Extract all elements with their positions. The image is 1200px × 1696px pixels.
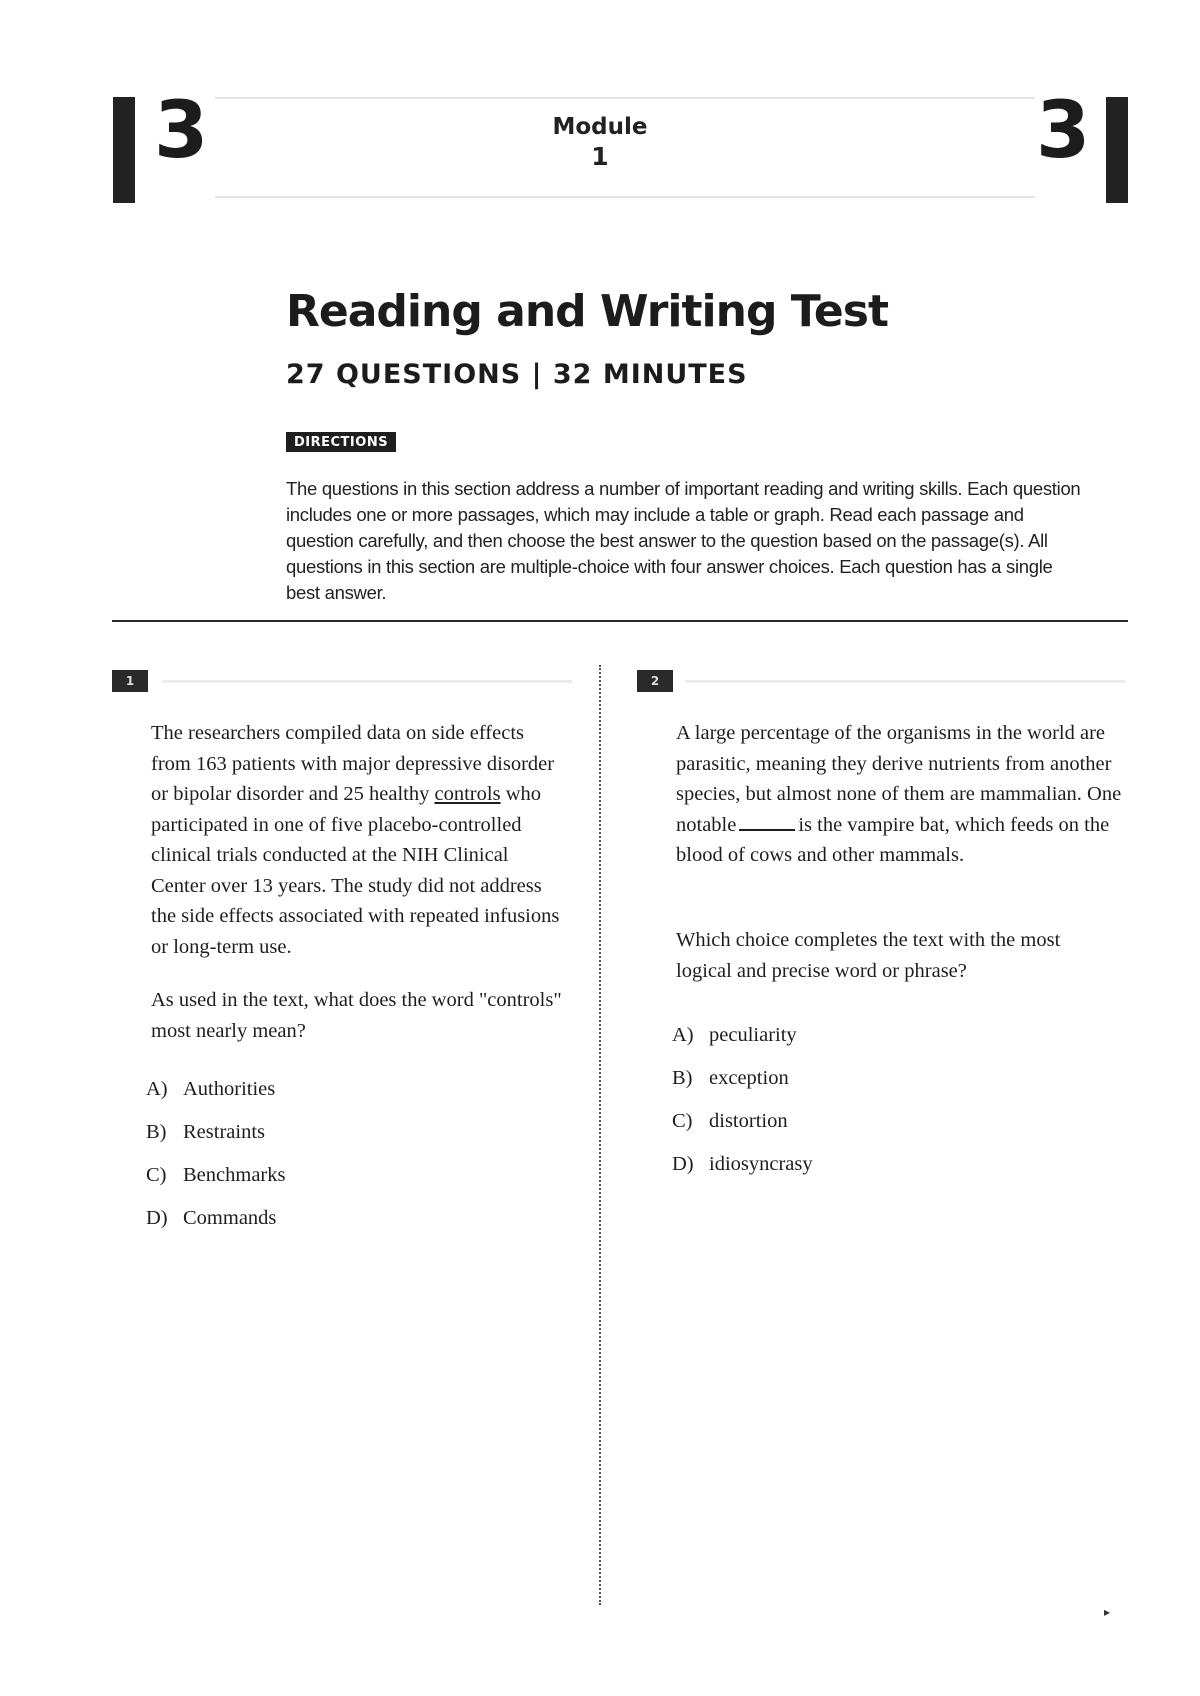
question-number-badge: 1 bbox=[112, 670, 148, 692]
question-2-choices bbox=[672, 1024, 813, 1196]
choice-letter: D) bbox=[672, 1153, 694, 1175]
choice-letter: C) bbox=[672, 1110, 693, 1132]
question-header-rule bbox=[685, 680, 1125, 683]
question-1-prompt: As used in the text, what does the word "controls" most nearly mean? bbox=[151, 989, 562, 1042]
module-indicator bbox=[0, 113, 1200, 173]
test-subtitle: 27 QUESTIONS | 32 MINUTES bbox=[286, 359, 748, 390]
section-number-right: 3 bbox=[1036, 86, 1091, 176]
choice-text: exception bbox=[709, 1067, 789, 1089]
header-rule-top bbox=[215, 97, 1035, 99]
module-number: 1 bbox=[591, 142, 609, 171]
answer-choice-d[interactable] bbox=[672, 1153, 813, 1196]
underlined-word: controls bbox=[434, 783, 501, 805]
passage-text: A large percentage of the organisms in the world are parasitic, meaning they derive nutrients from another species, but almost none of them are mammalian. One notable bbox=[676, 722, 1122, 836]
answer-choice-b[interactable] bbox=[672, 1067, 813, 1110]
passage-text: The researchers compiled data on side effects from 163 patients with major depressive disorder or bipolar disorder and 25 healthy bbox=[151, 722, 555, 805]
answer-choice-a[interactable] bbox=[672, 1024, 813, 1067]
section-divider bbox=[112, 620, 1128, 622]
header-rule-bottom bbox=[215, 196, 1035, 198]
answer-choice-b[interactable] bbox=[146, 1121, 285, 1164]
choice-letter: D) bbox=[146, 1207, 168, 1229]
choice-text: Commands bbox=[183, 1207, 277, 1229]
answer-choice-a[interactable] bbox=[146, 1078, 285, 1121]
directions-text: The questions in this section address a number of important reading and writing skills. Each question includes one or more passages, which may include a table or graph. Read each passage and question carefully, and then choose the best answer to the question based on the passage(s). All questions in this section are multiple-choice with four answer choices. Each question has a single best answer. bbox=[286, 478, 1081, 603]
question-2-passage bbox=[676, 718, 1131, 871]
directions-badge: DIRECTIONS bbox=[286, 432, 396, 452]
question-1-choices bbox=[146, 1078, 285, 1250]
choice-letter: B) bbox=[146, 1121, 167, 1143]
choice-text: peculiarity bbox=[709, 1024, 797, 1046]
choice-text: Restraints bbox=[183, 1121, 265, 1143]
question-2-prompt: Which choice completes the text with the most logical and precise word or phrase? bbox=[676, 929, 1061, 982]
fill-in-blank bbox=[739, 811, 795, 831]
question-header-rule bbox=[162, 680, 572, 683]
choice-text: Authorities bbox=[183, 1078, 276, 1100]
choice-text: distortion bbox=[709, 1110, 788, 1132]
choice-letter: A) bbox=[146, 1078, 168, 1100]
question-number-badge: 2 bbox=[637, 670, 673, 692]
page-corner-mark: ▸ bbox=[1104, 1605, 1111, 1619]
section-number-left: 3 bbox=[154, 86, 209, 176]
question-1-passage bbox=[151, 718, 566, 962]
choice-text: Benchmarks bbox=[183, 1164, 286, 1186]
section-bar-right bbox=[1106, 97, 1128, 203]
module-label: Module bbox=[552, 114, 648, 140]
column-divider bbox=[599, 665, 601, 1605]
choice-letter: A) bbox=[672, 1024, 694, 1046]
choice-letter: C) bbox=[146, 1164, 167, 1186]
passage-text: is the vampire bat, which feeds on the blood of cows and other mammals. bbox=[676, 813, 1110, 866]
passage-text: who participated in one of five placebo-controlled clinical trials conducted at the NIH Clinical Center over 13 years. The study did not address the side effects associated with repeated infusions or long-term use. bbox=[151, 783, 560, 958]
answer-choice-c[interactable] bbox=[672, 1110, 813, 1153]
choice-letter: B) bbox=[672, 1067, 693, 1089]
answer-choice-d[interactable] bbox=[146, 1207, 285, 1250]
page-title: Reading and Writing Test bbox=[286, 286, 888, 337]
choice-text: idiosyncrasy bbox=[709, 1153, 813, 1175]
answer-choice-c[interactable] bbox=[146, 1164, 285, 1207]
